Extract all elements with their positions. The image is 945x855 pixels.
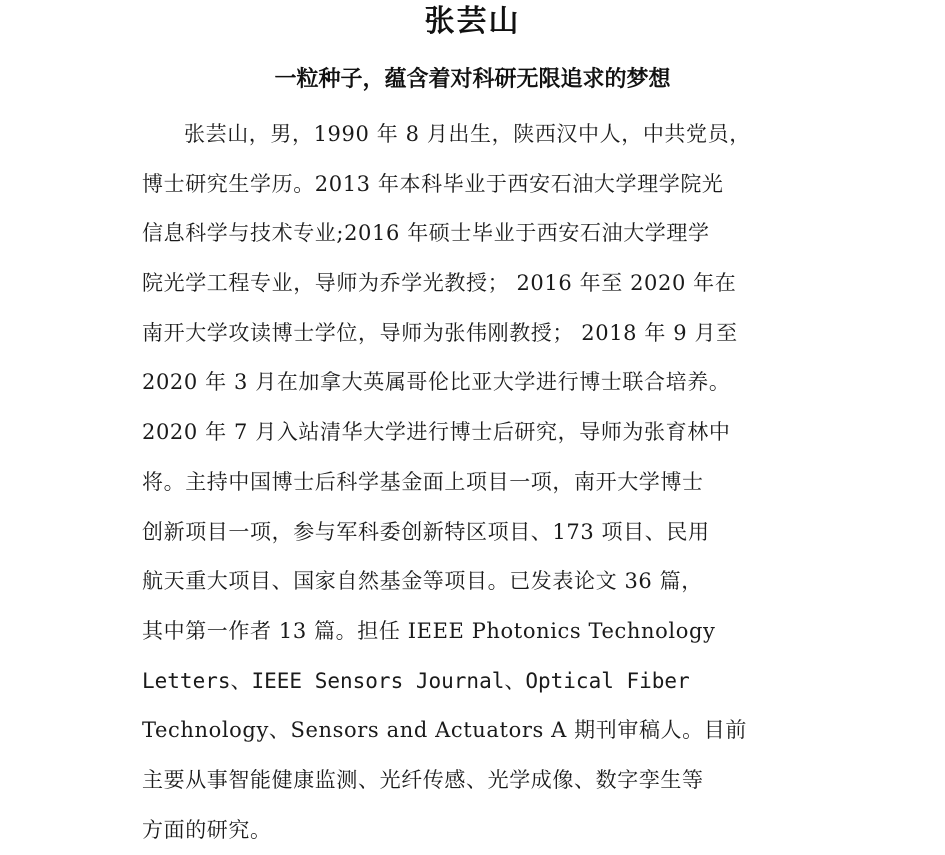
paragraph-line: 张芸山，男，1990 年 8 月出生，陕西汉中人，中共党员， bbox=[184, 122, 751, 146]
paragraph-line: 主要从事智能健康监测、光纤传感、光学成像、数字孪生等 bbox=[142, 767, 704, 792]
paragraph-line: 2020 年 7 月入站清华大学进行博士后研究，导师为张育林中 bbox=[142, 420, 731, 445]
paragraph-line: Letters、IEEE Sensors Journal、Optical Fiber bbox=[142, 668, 690, 693]
page-subtitle: 一粒种子，蕴含着对科研无限追求的梦想 bbox=[274, 67, 671, 92]
paragraph-line: 其中第一作者 13 篇。担任 IEEE Photonics Technology bbox=[142, 618, 716, 643]
paragraph-line: 博士研究生学历。2013 年本科毕业于西安石油大学理学院光 bbox=[142, 171, 724, 196]
page-title: 张芸山 bbox=[424, 4, 521, 39]
paragraph-line: Technology、Sensors and Actuators A 期刊审稿人。目前 bbox=[142, 718, 747, 743]
paragraph-line: 信息科学与技术专业;2016 年硕士毕业于西安石油大学理学 bbox=[142, 221, 710, 246]
paragraph-line: 方面的研究。 bbox=[142, 817, 272, 842]
paragraph-line: 航天重大项目、国家自然基金等项目。已发表论文 36 篇， bbox=[142, 569, 703, 594]
paragraph-line: 将。主持中国博士后科学基金面上项目一项，南开大学博士 bbox=[142, 469, 704, 494]
biography-paragraph bbox=[142, 110, 812, 855]
paragraph-line: 创新项目一项，参与军科委创新特区项目、173 项目、民用 bbox=[142, 519, 710, 544]
paragraph-line: 院光学工程专业，导师为乔学光教授； 2016 年至 2020 年在 bbox=[142, 271, 737, 296]
paragraph-line: 2020 年 3 月在加拿大英属哥伦比亚大学进行博士联合培养。 bbox=[142, 370, 731, 395]
paragraph-line: 南开大学攻读博士学位，导师为张伟刚教授； 2018 年 9 月至 bbox=[142, 320, 738, 345]
